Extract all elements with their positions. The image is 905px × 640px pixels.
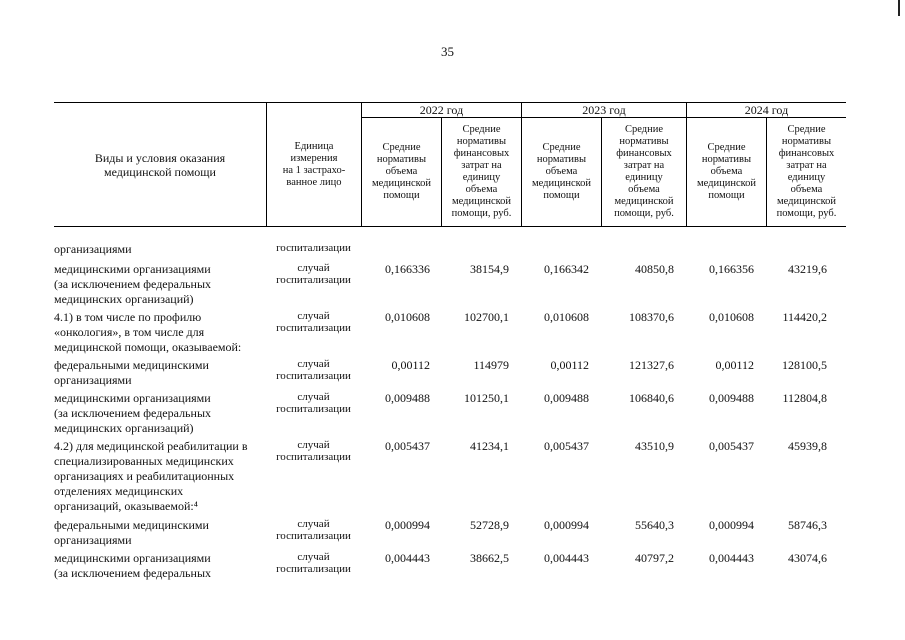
volume-2022: 0,000994 [385, 518, 430, 532]
scan-edge-mark [898, 0, 900, 16]
row-label: организациями [54, 242, 132, 256]
row-unit: случай госпитализации [276, 551, 351, 575]
cost-2024: 58746,3 [788, 518, 827, 532]
volume-2023: 0,010608 [544, 310, 589, 324]
row-label: федеральными медицинскими организациями [54, 358, 209, 387]
volume-2023: 0,166342 [544, 262, 589, 276]
header-year-2022: 2022 год [419, 103, 464, 117]
cost-2024: 43074,6 [788, 551, 827, 565]
header-type-of-care: Виды и условия оказания медицинской помощи [94, 150, 226, 179]
volume-2024: 0,000994 [709, 518, 754, 532]
cost-2023: 108370,6 [629, 310, 674, 324]
page-number: 35 [441, 44, 454, 59]
volume-2024: 0,010608 [709, 310, 754, 324]
row-unit: случай госпитализации [276, 262, 351, 286]
cost-2023: 40797,2 [635, 551, 674, 565]
volume-2022: 0,005437 [385, 439, 430, 453]
volume-2022: 0,009488 [385, 391, 430, 405]
cost-2023: 121327,6 [629, 358, 674, 372]
row-unit: случай госпитализации [276, 310, 351, 334]
cost-2022: 102700,1 [464, 310, 509, 324]
volume-2023: 0,00112 [550, 358, 589, 372]
volume-2023: 0,004443 [544, 551, 589, 565]
cost-2023: 106840,6 [629, 391, 674, 405]
cost-2022: 101250,1 [464, 391, 509, 405]
volume-2022: 0,00112 [391, 358, 430, 372]
cost-2022: 38662,5 [470, 551, 509, 565]
volume-2022: 0,004443 [385, 551, 430, 565]
cost-2024: 112804,8 [782, 391, 827, 405]
row-unit: случай госпитализации [276, 518, 351, 542]
row-unit: госпитализации [276, 242, 351, 254]
row-label: федеральными медицинскими организациями [54, 518, 209, 547]
volume-2024: 0,005437 [709, 439, 754, 453]
volume-2022: 0,166336 [385, 262, 430, 276]
row-label: 4.1) в том числе по профилю «онкология», в том числе для медицинской помощи, оказываемой: [54, 310, 242, 354]
cost-2022: 114979 [473, 358, 509, 372]
header-bottom-rule [54, 226, 846, 227]
row-unit: случай госпитализации [276, 439, 351, 463]
volume-2024: 0,004443 [709, 551, 754, 565]
row-label: медицинскими организациями (за исключением федеральных медицинских организаций) [54, 391, 212, 435]
row-label: медицинскими организациями (за исключением федеральных медицинских организаций) [54, 262, 212, 306]
cost-2024: 114420,2 [782, 310, 827, 324]
cost-2024: 43219,6 [788, 262, 827, 276]
header-cost-2022: Средние нормативы финансовых затрат на единицу объема медицинской помощи, руб. [451, 124, 512, 219]
header-volume-2024: Средние нормативы объема медицинской помощи [696, 142, 757, 201]
header-year-2024: 2024 год [744, 103, 789, 117]
header-cost-2024: Средние нормативы финансовых затрат на единицу объема медицинской помощи, руб. [776, 124, 837, 219]
volume-2023: 0,000994 [544, 518, 589, 532]
row-label: 4.2) для медицинской реабилитации в специализированных медицинских организациях и реабилитационных отделениях медицинских организаций, оказываемой:⁴ [54, 439, 248, 513]
cost-2022: 38154,9 [470, 262, 509, 276]
volume-2024: 0,166356 [709, 262, 754, 276]
volume-2022: 0,010608 [385, 310, 430, 324]
volume-2023: 0,005437 [544, 439, 589, 453]
cost-2023: 43510,9 [635, 439, 674, 453]
cost-2024: 45939,8 [788, 439, 827, 453]
header-volume-2022: Средние нормативы объема медицинской помощи [371, 142, 432, 201]
row-unit: случай госпитализации [276, 358, 351, 382]
header-cost-2023: Средние нормативы финансовых затрат на единицу объема медицинской помощи, руб. [614, 124, 674, 219]
row-unit: случай госпитализации [276, 391, 351, 415]
header-year-2023: 2023 год [582, 103, 626, 117]
volume-2024: 0,009488 [709, 391, 754, 405]
header-volume-2023: Средние нормативы объема медицинской помощи [531, 142, 592, 201]
volume-2024: 0,00112 [715, 358, 754, 372]
volume-2023: 0,009488 [544, 391, 589, 405]
cost-2023: 55640,3 [635, 518, 674, 532]
cost-2022: 41234,1 [470, 439, 509, 453]
cost-2023: 40850,8 [635, 262, 674, 276]
cost-2024: 128100,5 [782, 358, 827, 372]
cost-2022: 52728,9 [470, 518, 509, 532]
header-unit: Единица измерения на 1 застрахо- ванное лицо [282, 140, 346, 188]
row-label: медицинскими организациями (за исключением федеральных [54, 551, 212, 580]
